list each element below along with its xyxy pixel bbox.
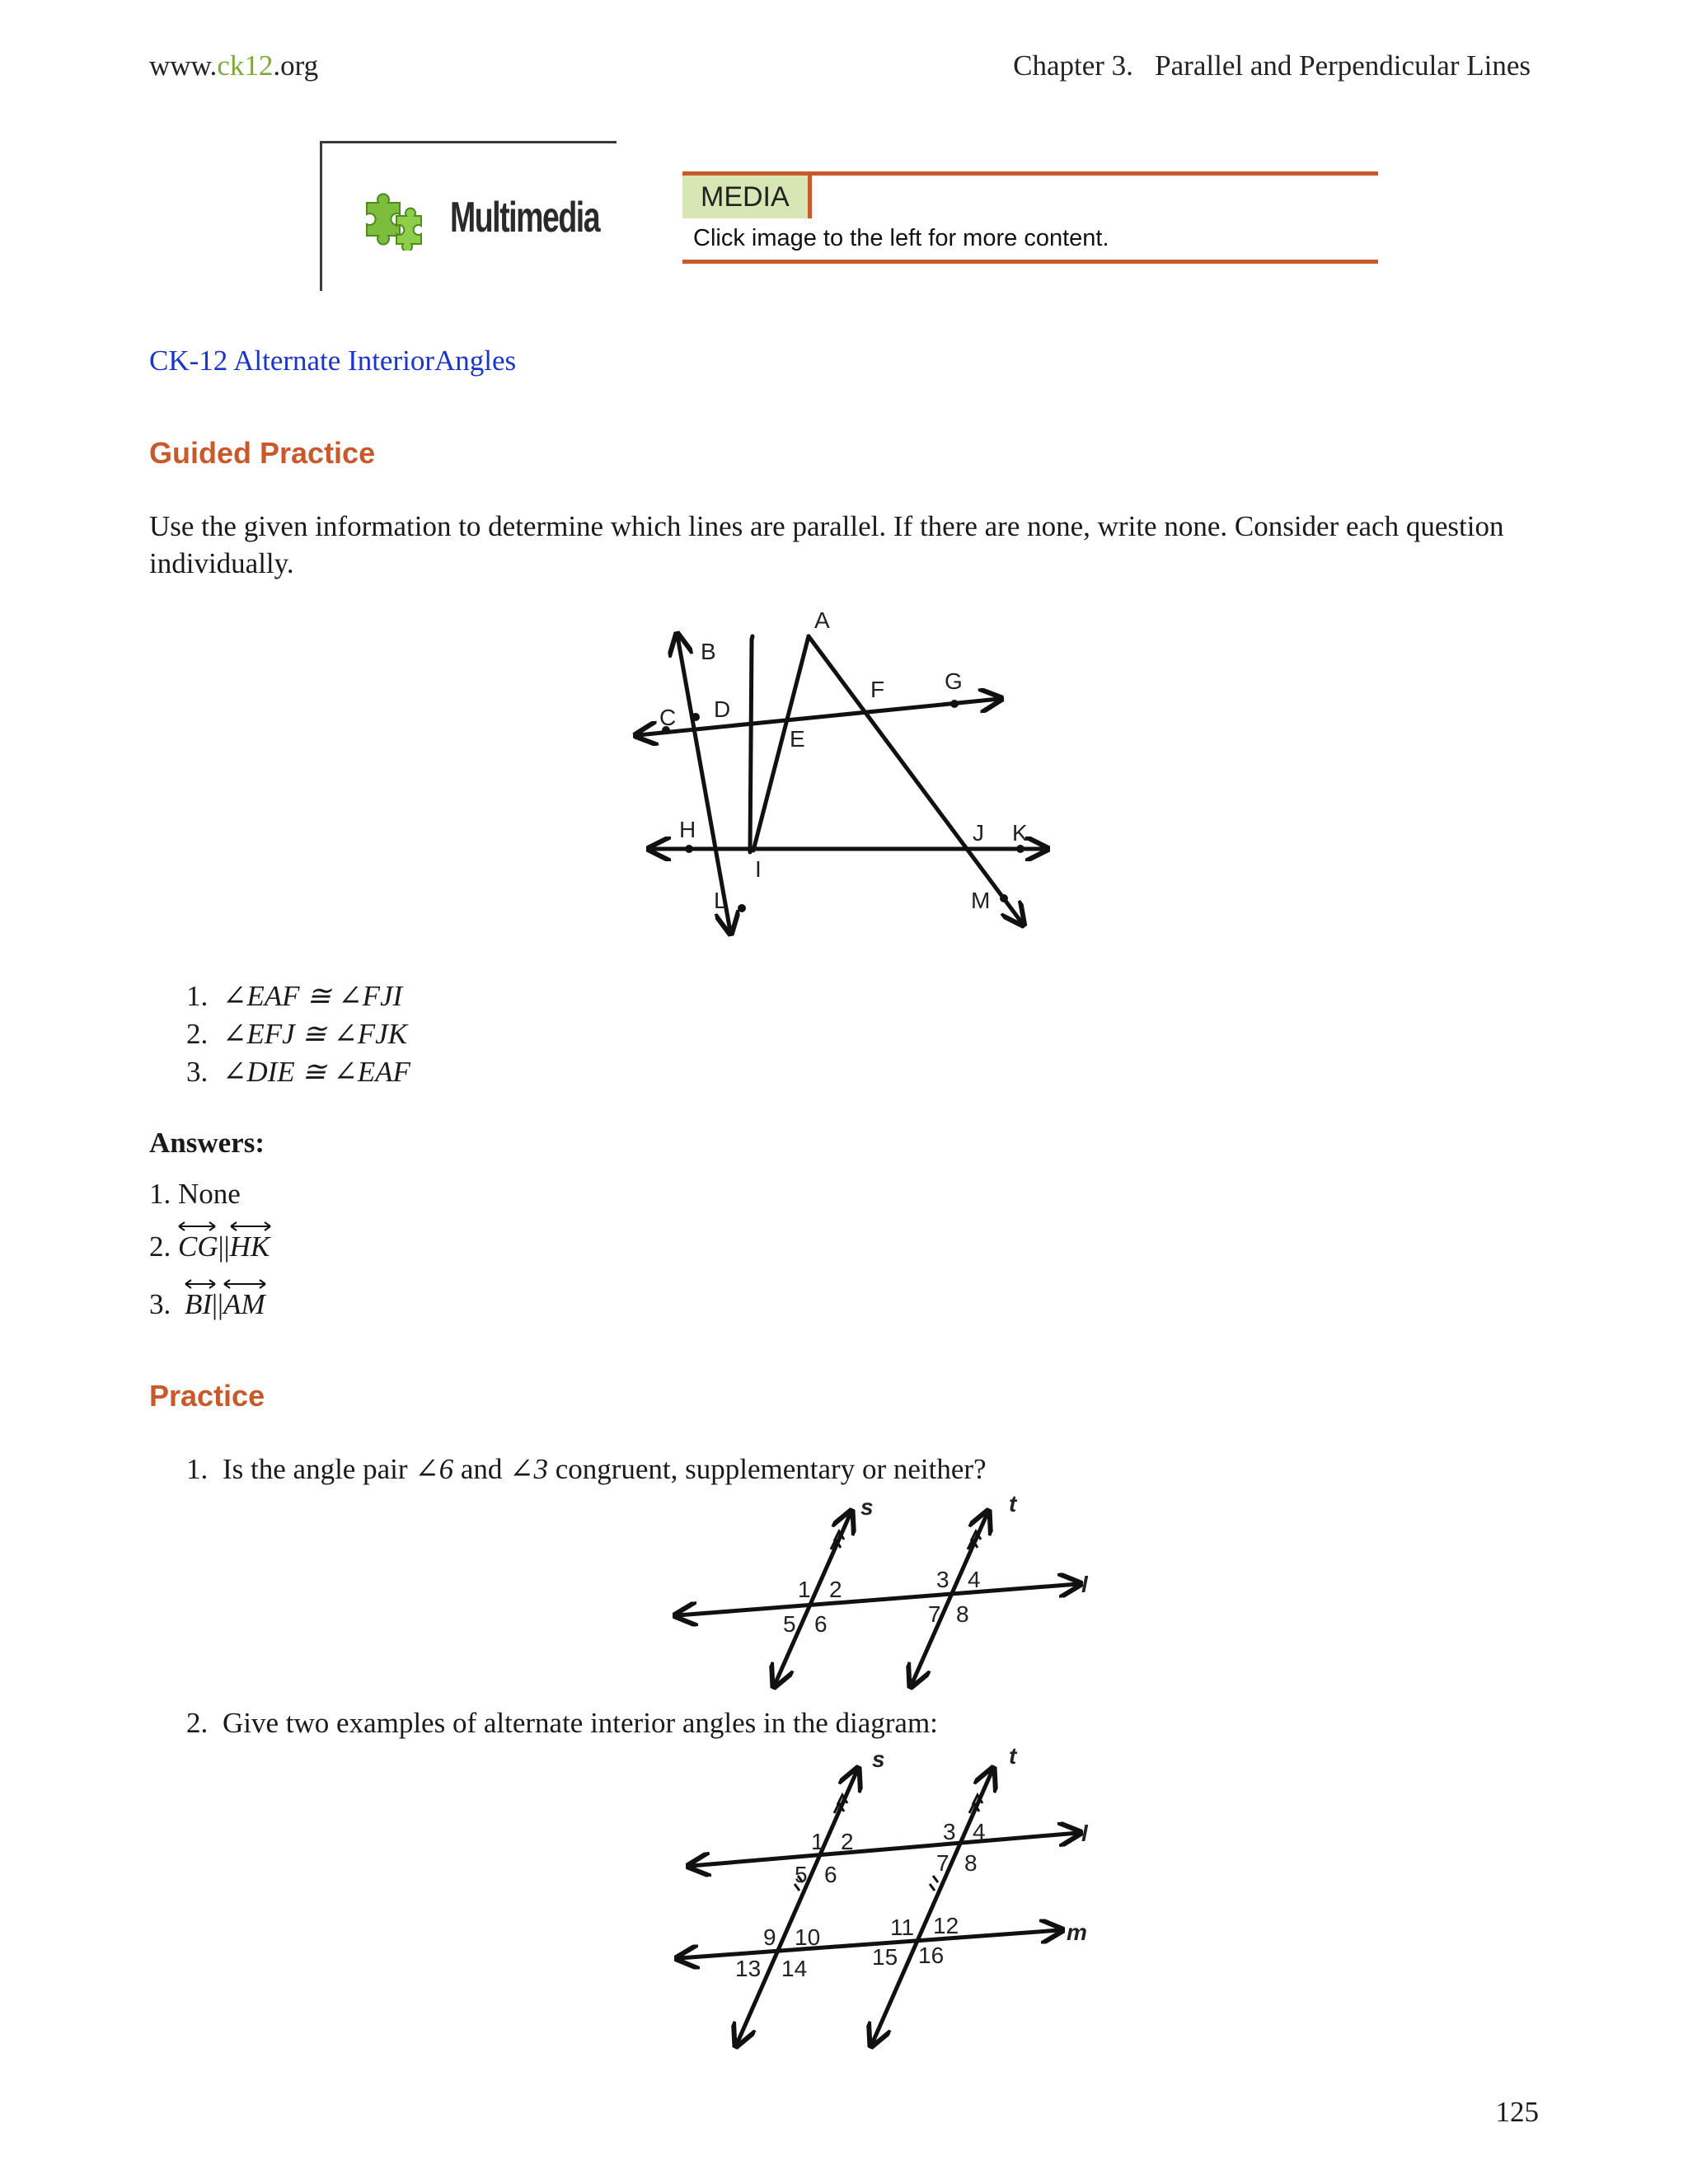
url-prefix: www.	[149, 49, 218, 82]
answer-number: 1.	[149, 1178, 171, 1210]
chapter-title: Chapter 3. Parallel and Perpendicular Lines	[1013, 49, 1531, 82]
angle-label: 11	[890, 1915, 915, 1940]
label-d: D	[714, 696, 731, 722]
parallel-symbol: ||	[212, 1288, 224, 1320]
angle-label: 8	[956, 1601, 969, 1627]
practice-question-2: 2. Give two examples of alternate interior angles in the diagram:	[186, 1704, 938, 1742]
label-f: F	[870, 677, 885, 702]
line-s-label: s	[860, 1495, 874, 1520]
line-arrow-icon	[183, 1277, 218, 1291]
line-am: AM	[223, 1286, 265, 1324]
angle-label: 2	[829, 1577, 842, 1602]
parallel-symbol: ||	[218, 1230, 230, 1263]
label-c: C	[659, 705, 677, 730]
media-callout	[682, 171, 1378, 264]
item-text: ∠EFJ ≅ ∠FJK	[223, 1018, 408, 1050]
guided-practice-list	[186, 977, 410, 1091]
page-number: 125	[1495, 2096, 1539, 2128]
practice-figure-2	[659, 1747, 1104, 2060]
label-i: I	[755, 856, 762, 882]
angle-label: 5	[783, 1611, 796, 1637]
multimedia-label: Multimedia	[450, 194, 600, 241]
answer-item	[149, 1228, 270, 1266]
line-hk: HK	[230, 1228, 270, 1266]
angle-label: 9	[763, 1924, 776, 1950]
angle-label: 6	[824, 1862, 837, 1887]
line-arrow-icon	[222, 1277, 268, 1291]
label-h: H	[679, 817, 696, 842]
url-suffix: .org	[273, 49, 319, 82]
answer-item	[149, 1175, 241, 1213]
line-m-label: m	[1067, 1919, 1087, 1945]
list-item	[186, 977, 410, 1015]
answers-heading: Answers:	[149, 1127, 265, 1159]
guided-practice-instructions: Use the given information to determine which lines are parallel. If there are none, write none. Consider each question individually.	[149, 510, 1504, 579]
angle-label: 10	[795, 1924, 821, 1950]
multimedia-image[interactable]	[320, 141, 617, 291]
angle-label: 5	[795, 1862, 808, 1887]
angle-label: 7	[928, 1601, 941, 1627]
guided-practice-figure	[626, 602, 1071, 948]
question-number: 2.	[186, 1707, 209, 1739]
angle-label: 7	[936, 1850, 950, 1876]
line-arrow-icon	[176, 1220, 218, 1233]
practice-figure-1	[659, 1495, 1104, 1701]
answer-text: None	[178, 1178, 241, 1210]
line-l-label: l	[1081, 1821, 1088, 1846]
angle-label: 2	[841, 1829, 854, 1854]
angle-label: 8	[964, 1850, 978, 1876]
line-t-label: t	[1009, 1495, 1017, 1516]
line-l-label: l	[1081, 1572, 1088, 1597]
angle-label: 6	[814, 1611, 828, 1637]
url-brand: ck12	[217, 49, 274, 82]
callout-rule-bottom	[682, 260, 1378, 264]
item-number: 1.	[186, 980, 209, 1012]
item-text: ∠EAF ≅ ∠FJI	[223, 980, 403, 1012]
label-a: A	[814, 607, 830, 633]
line-cg: CG	[178, 1228, 218, 1266]
label-l: L	[714, 888, 727, 913]
angle-label: 1	[811, 1829, 824, 1854]
angle-label: 14	[781, 1956, 808, 1981]
item-number: 2.	[186, 1018, 209, 1050]
angle-label: 4	[973, 1819, 986, 1844]
angle-label: 4	[968, 1567, 981, 1592]
practice-question-1: 1. Is the angle pair ∠6 and ∠3 congruent, supplementary or neither?	[186, 1451, 987, 1488]
label-m: M	[971, 888, 991, 913]
answer-number: 3.	[149, 1288, 171, 1320]
guided-practice-heading: Guided Practice	[149, 436, 376, 470]
answer-item	[149, 1286, 265, 1324]
line-bi: BI	[185, 1286, 212, 1324]
label-e: E	[790, 726, 805, 752]
angle-label: 15	[872, 1944, 898, 1970]
alternate-interior-angles-link[interactable]: CK-12 Alternate InteriorAngles	[149, 344, 517, 377]
media-tag: MEDIA	[682, 176, 812, 218]
question-number: 1.	[186, 1453, 209, 1485]
line-s-label: s	[872, 1747, 885, 1772]
angle-label: 13	[735, 1956, 762, 1981]
label-k: K	[1012, 820, 1028, 846]
angle-label: 3	[943, 1819, 956, 1844]
angle-label: 12	[933, 1913, 959, 1938]
list-item	[186, 1053, 410, 1091]
line-t-label: t	[1009, 1747, 1017, 1769]
angle-label: 3	[936, 1567, 950, 1592]
label-j: J	[973, 820, 984, 846]
angle-label: 1	[798, 1577, 811, 1602]
angle-label: 16	[918, 1943, 945, 1968]
practice-heading: Practice	[149, 1379, 265, 1413]
list-item	[186, 1015, 410, 1053]
puzzle-icon	[360, 191, 424, 251]
header-url[interactable]	[149, 46, 318, 86]
answer-number: 2.	[149, 1230, 171, 1263]
label-b: B	[701, 639, 716, 664]
item-number: 3.	[186, 1056, 209, 1088]
item-text: ∠DIE ≅ ∠EAF	[223, 1056, 410, 1088]
media-caption: Click image to the left for more content.	[693, 225, 1109, 251]
label-g: G	[945, 668, 963, 694]
line-arrow-icon	[228, 1220, 273, 1233]
